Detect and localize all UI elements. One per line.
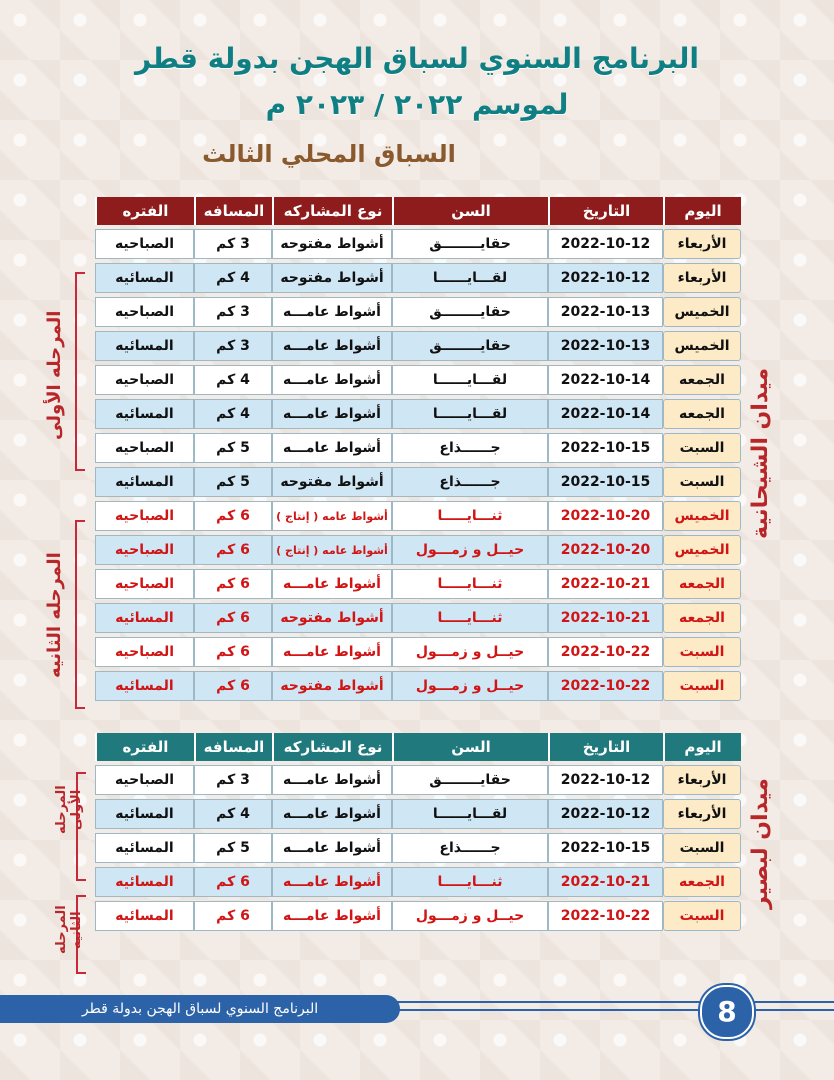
cell-day: الأربعاء bbox=[663, 765, 741, 795]
cell-period: الصباحيه bbox=[95, 765, 194, 795]
table-row bbox=[95, 901, 741, 931]
schedule-table-lebsayyer bbox=[95, 729, 741, 935]
table-row bbox=[95, 671, 741, 701]
table-row bbox=[95, 535, 741, 565]
cell-distance: 4 كم bbox=[194, 399, 272, 429]
cell-date: 2022-10-14 bbox=[548, 399, 663, 429]
header-date: التاريخ bbox=[548, 733, 663, 761]
cell-distance: 6 كم bbox=[194, 603, 272, 633]
cell-type: أشواط عامـــه bbox=[272, 569, 392, 599]
cell-day: الخميس bbox=[663, 501, 741, 531]
cell-day: الجمعه bbox=[663, 867, 741, 897]
cell-distance: 5 كم bbox=[194, 433, 272, 463]
cell-type: أشواط عامـــه bbox=[272, 833, 392, 863]
table-row bbox=[95, 263, 741, 293]
cell-type: أشواط عامه ( إنتاج ) bbox=[272, 501, 392, 531]
cell-period: المسائيه bbox=[95, 901, 194, 931]
cell-age: جــــــذاع bbox=[392, 833, 548, 863]
cell-type: أشواط عامـــه bbox=[272, 765, 392, 795]
cell-day: السبت bbox=[663, 901, 741, 931]
table-row bbox=[95, 365, 741, 395]
cell-type: أشواط مفتوحه bbox=[272, 263, 392, 293]
table-row bbox=[95, 765, 741, 795]
phase1-label: المرحله الأولى bbox=[54, 785, 84, 835]
cell-age: حيــل و زمـــول bbox=[392, 901, 548, 931]
phase1-label: المرحله الأولى bbox=[44, 310, 65, 440]
header-day: اليوم bbox=[663, 197, 741, 225]
footer-text: البرنامج السنوي لسباق الهجن بدولة قطر bbox=[0, 995, 400, 1023]
table-row bbox=[95, 501, 741, 531]
phase2-label: المرحله الثانيه bbox=[44, 552, 65, 678]
table-row bbox=[95, 569, 741, 599]
cell-distance: 3 كم bbox=[194, 229, 272, 259]
cell-distance: 6 كم bbox=[194, 501, 272, 531]
cell-day: الخميس bbox=[663, 535, 741, 565]
header-age: السن bbox=[392, 197, 548, 225]
table-row bbox=[95, 867, 741, 897]
cell-type: أشواط مفتوحه bbox=[272, 603, 392, 633]
phase2-label: المرحله الثانيه bbox=[54, 905, 84, 955]
cell-date: 2022-10-20 bbox=[548, 501, 663, 531]
cell-date: 2022-10-15 bbox=[548, 467, 663, 497]
cell-age: جــــــذاع bbox=[392, 433, 548, 463]
cell-age: ثنـــايـــــا bbox=[392, 603, 548, 633]
cell-date: 2022-10-12 bbox=[548, 765, 663, 795]
cell-distance: 5 كم bbox=[194, 833, 272, 863]
cell-distance: 6 كم bbox=[194, 569, 272, 599]
cell-age: ثنـــايـــــا bbox=[392, 867, 548, 897]
cell-period: المسائيه bbox=[95, 331, 194, 361]
table-row bbox=[95, 331, 741, 361]
cell-distance: 5 كم bbox=[194, 467, 272, 497]
header-distance: المسافه bbox=[194, 733, 272, 761]
cell-type: أشواط عامه ( إنتاج ) bbox=[272, 535, 392, 565]
cell-age: حقايــــــــق bbox=[392, 297, 548, 327]
cell-date: 2022-10-14 bbox=[548, 365, 663, 395]
cell-distance: 6 كم bbox=[194, 671, 272, 701]
cell-type: أشواط مفتوحه bbox=[272, 229, 392, 259]
table-row bbox=[95, 467, 741, 497]
cell-day: السبت bbox=[663, 671, 741, 701]
cell-date: 2022-10-12 bbox=[548, 263, 663, 293]
cell-date: 2022-10-15 bbox=[548, 433, 663, 463]
cell-date: 2022-10-21 bbox=[548, 603, 663, 633]
cell-age: حقايــــــــق bbox=[392, 331, 548, 361]
cell-period: الصباحيه bbox=[95, 365, 194, 395]
cell-day: الأربعاء bbox=[663, 263, 741, 293]
cell-day: الخميس bbox=[663, 331, 741, 361]
cell-age: حيــل و زمـــول bbox=[392, 535, 548, 565]
race-subtitle: السباق المحلي الثالث bbox=[202, 140, 456, 168]
table-header-row bbox=[95, 197, 741, 225]
cell-type: أشواط عامـــه bbox=[272, 433, 392, 463]
table-row bbox=[95, 637, 741, 667]
cell-type: أشواط عامـــه bbox=[272, 637, 392, 667]
header-period: الفتره bbox=[95, 733, 194, 761]
cell-age: جــــــذاع bbox=[392, 467, 548, 497]
cell-age: لقـــايــــــا bbox=[392, 365, 548, 395]
page-title: البرنامج السنوي لسباق الهجن بدولة قطر bbox=[134, 42, 700, 75]
cell-type: أشواط عامـــه bbox=[272, 365, 392, 395]
cell-period: الصباحيه bbox=[95, 535, 194, 565]
cell-date: 2022-10-15 bbox=[548, 833, 663, 863]
cell-period: المسائيه bbox=[95, 467, 194, 497]
cell-date: 2022-10-22 bbox=[548, 901, 663, 931]
table-row bbox=[95, 229, 741, 259]
cell-type: أشواط مفتوحه bbox=[272, 671, 392, 701]
cell-period: المسائيه bbox=[95, 833, 194, 863]
cell-period: الصباحيه bbox=[95, 433, 194, 463]
cell-type: أشواط عامـــه bbox=[272, 399, 392, 429]
cell-day: الخميس bbox=[663, 297, 741, 327]
cell-period: المسائيه bbox=[95, 867, 194, 897]
cell-date: 2022-10-12 bbox=[548, 229, 663, 259]
cell-distance: 4 كم bbox=[194, 799, 272, 829]
cell-period: الصباحيه bbox=[95, 637, 194, 667]
cell-period: الصباحيه bbox=[95, 229, 194, 259]
cell-distance: 4 كم bbox=[194, 365, 272, 395]
cell-date: 2022-10-22 bbox=[548, 637, 663, 667]
cell-age: حيــل و زمـــول bbox=[392, 671, 548, 701]
table-row bbox=[95, 603, 741, 633]
cell-date: 2022-10-20 bbox=[548, 535, 663, 565]
cell-age: ثنـــايـــــا bbox=[392, 501, 548, 531]
cell-date: 2022-10-13 bbox=[548, 297, 663, 327]
cell-day: الأربعاء bbox=[663, 799, 741, 829]
cell-period: الصباحيه bbox=[95, 501, 194, 531]
table-header-row bbox=[95, 733, 741, 761]
cell-day: الجمعه bbox=[663, 603, 741, 633]
cell-period: المسائيه bbox=[95, 799, 194, 829]
table-row bbox=[95, 399, 741, 429]
cell-day: الجمعه bbox=[663, 399, 741, 429]
cell-distance: 3 كم bbox=[194, 331, 272, 361]
cell-date: 2022-10-21 bbox=[548, 867, 663, 897]
cell-period: المسائيه bbox=[95, 603, 194, 633]
cell-date: 2022-10-22 bbox=[548, 671, 663, 701]
venue-label-lebsayyer: ميدان لبصير bbox=[748, 778, 773, 909]
cell-age: حقايــــــــق bbox=[392, 765, 548, 795]
cell-distance: 6 كم bbox=[194, 867, 272, 897]
header-age: السن bbox=[392, 733, 548, 761]
header-day: اليوم bbox=[663, 733, 741, 761]
cell-day: السبت bbox=[663, 467, 741, 497]
cell-day: السبت bbox=[663, 433, 741, 463]
cell-type: أشواط عامـــه bbox=[272, 867, 392, 897]
cell-type: أشواط عامـــه bbox=[272, 901, 392, 931]
cell-distance: 3 كم bbox=[194, 297, 272, 327]
cell-distance: 6 كم bbox=[194, 535, 272, 565]
cell-date: 2022-10-13 bbox=[548, 331, 663, 361]
venue-label-shahaniya: ميدان الشيحانية bbox=[748, 368, 773, 540]
cell-age: حقايــــــــق bbox=[392, 229, 548, 259]
phase-bracket bbox=[75, 520, 85, 709]
cell-age: لقـــايــــــا bbox=[392, 399, 548, 429]
cell-period: الصباحيه bbox=[95, 297, 194, 327]
cell-period: المسائيه bbox=[95, 671, 194, 701]
phase-bracket bbox=[75, 272, 85, 471]
cell-period: المسائيه bbox=[95, 399, 194, 429]
cell-day: السبت bbox=[663, 833, 741, 863]
header-period: الفتره bbox=[95, 197, 194, 225]
cell-day: الجمعه bbox=[663, 569, 741, 599]
schedule-table-shahaniya bbox=[95, 193, 741, 705]
cell-period: الصباحيه bbox=[95, 569, 194, 599]
cell-age: حيــل و زمـــول bbox=[392, 637, 548, 667]
cell-age: لقـــايــــــا bbox=[392, 263, 548, 293]
cell-distance: 3 كم bbox=[194, 765, 272, 795]
cell-distance: 4 كم bbox=[194, 263, 272, 293]
cell-type: أشواط عامـــه bbox=[272, 799, 392, 829]
cell-period: المسائيه bbox=[95, 263, 194, 293]
cell-type: أشواط عامـــه bbox=[272, 297, 392, 327]
cell-day: الأربعاء bbox=[663, 229, 741, 259]
table-row bbox=[95, 433, 741, 463]
header-type: نوع المشاركه bbox=[272, 733, 392, 761]
page-number: 8 bbox=[700, 985, 754, 1039]
table-row bbox=[95, 833, 741, 863]
cell-day: السبت bbox=[663, 637, 741, 667]
header-distance: المسافه bbox=[194, 197, 272, 225]
cell-type: أشواط عامـــه bbox=[272, 331, 392, 361]
table-row bbox=[95, 297, 741, 327]
table-row bbox=[95, 799, 741, 829]
header-type: نوع المشاركه bbox=[272, 197, 392, 225]
cell-age: لقـــايــــــا bbox=[392, 799, 548, 829]
cell-distance: 6 كم bbox=[194, 637, 272, 667]
header-date: التاريخ bbox=[548, 197, 663, 225]
cell-age: ثنـــايـــــا bbox=[392, 569, 548, 599]
cell-day: الجمعه bbox=[663, 365, 741, 395]
cell-date: 2022-10-12 bbox=[548, 799, 663, 829]
cell-distance: 6 كم bbox=[194, 901, 272, 931]
cell-type: أشواط مفتوحه bbox=[272, 467, 392, 497]
season-title: لموسم ٢٠٢٢ / ٢٠٢٣ م bbox=[265, 88, 569, 121]
cell-date: 2022-10-21 bbox=[548, 569, 663, 599]
